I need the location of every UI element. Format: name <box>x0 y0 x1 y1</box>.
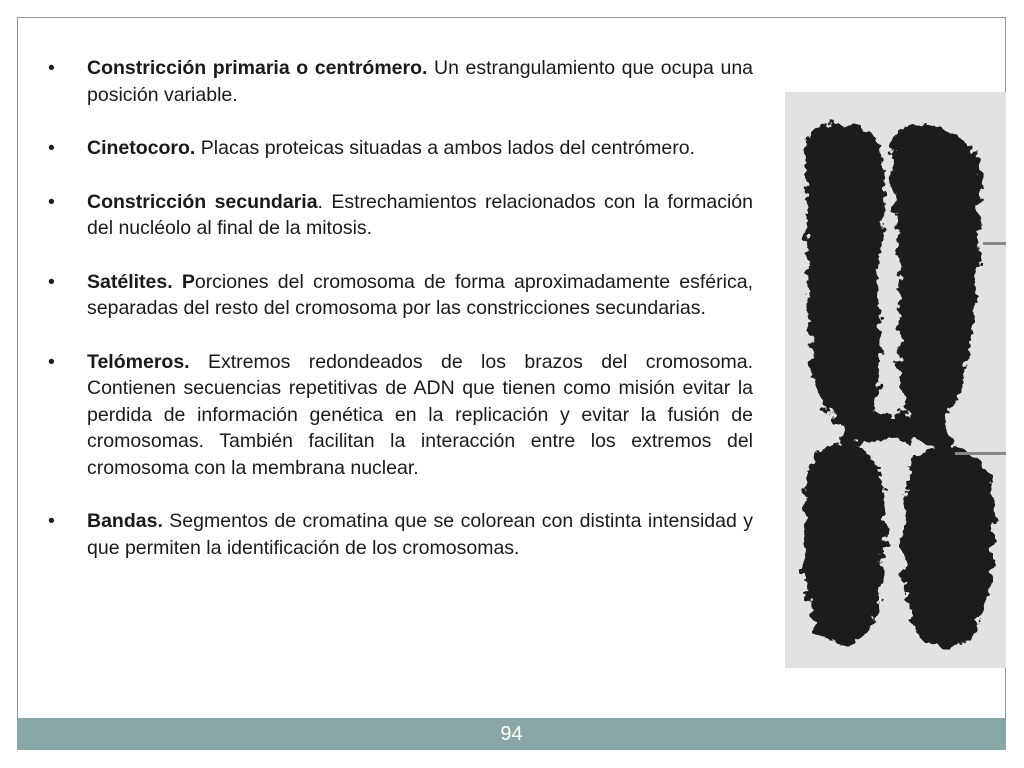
bullet-item-telomeres: • Telómeros. Extremos redondeados de los brazos del cromosoma. Contienen secuencias repetitivas de ADN que tienen como misión evitar la perdida de información genética en la replicación y evitar la fusión de cromosomas. También facilitan la interacción entre los extremos del cromosoma con la membrana nuclear. <box>45 349 753 482</box>
footer-bar <box>17 718 1006 750</box>
chromosome-photo <box>785 92 1006 668</box>
chromosome-image <box>785 92 1006 668</box>
bullet-item-satellites: • Satélites. Porciones del cromosoma de forma aproximadamente esférica, separadas del resto del cromosoma por las constricciones secundarias. <box>45 269 753 322</box>
slide-content <box>45 55 753 588</box>
bullet-list <box>45 55 753 561</box>
bullet-item-kinetochore: • Cinetocoro. Placas proteicas situadas a ambos lados del centrómero. <box>45 135 753 162</box>
bullet-item-bands: • Bandas. Segmentos de cromatina que se colorean con distinta intensidad y que permiten la identificación de los cromosomas. <box>45 508 753 561</box>
bullet-item-centromere: • Constricción primaria o centrómero. Un estrangulamiento que ocupa una posición variable. <box>45 55 753 108</box>
page-number: 94 <box>500 722 523 745</box>
photo-edge-mark <box>955 452 1006 455</box>
bullet-item-secondary-constriction: • Constricción secundaria. Estrechamientos relacionados con la formación del nucléolo al final de la mitosis. <box>45 189 753 242</box>
photo-edge-mark <box>983 242 1006 245</box>
